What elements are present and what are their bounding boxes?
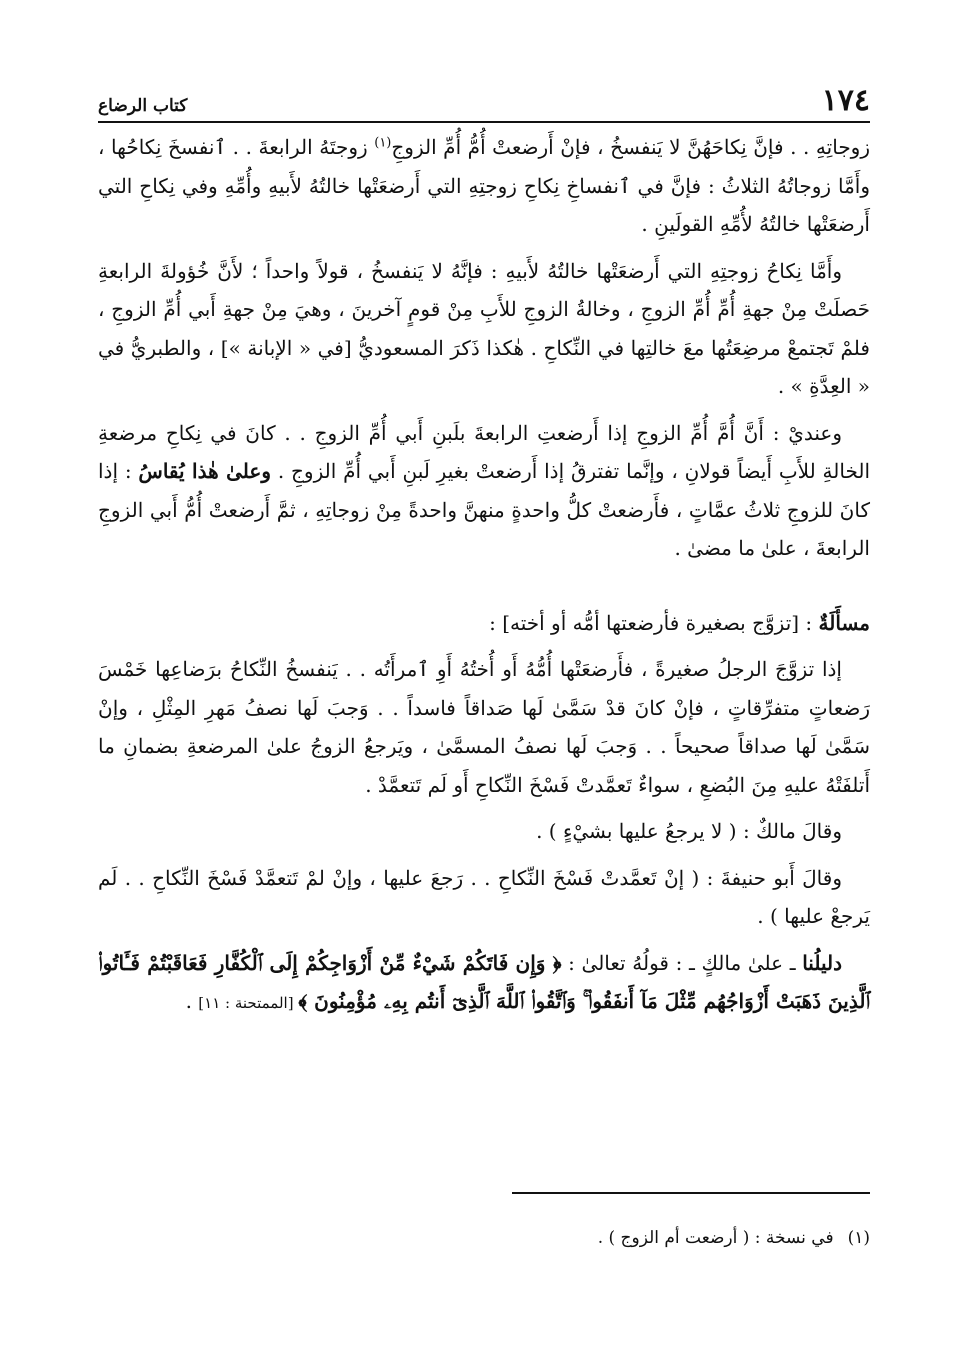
masala-title: : [تزوَّج بصغيرة فأرضعتها أمُّه أو أخته] : xyxy=(489,610,819,635)
running-title: كتاب الرضاع xyxy=(98,96,188,116)
header-rule xyxy=(98,121,870,123)
paragraph-1-part-a: زوجاتِهِ . . فإنَّ نِكاحَهُنَّ لا يَنفسخُ ، فإنْ أَرضعتْ أُمُّ أُمِّ الزوجِ xyxy=(391,135,870,159)
paragraph-3 xyxy=(98,414,870,568)
masala-heading xyxy=(98,604,870,643)
paragraph-1-part-b: زوجتَهُ الرابعةَ . . ٱنفسخَ نِكاحُها ، وأَمَّا زوجاتُهُ الثلاثُ : فإنَّ في ٱنفساخِ نِكاحِ زوجتِهِ التي أَرضعَتْها خالتُهُ لأَبيهِ وأُمِّهِ وفي نِكاحِ التي أَرضعَتْها خالتُهُ لأُمِّهِ القولَينِ . xyxy=(98,135,870,236)
page-number: ١٧٤ xyxy=(821,83,870,118)
paragraph-3-text: وعنديْ : أَنَّ أُمَّ أُمِّ الزوجِ إذا أَرضعتِ الرابعةَ بلَبنِ أَبي أُمِّ الزوجِ . . كانَ في نِكاحِ مرضعةِ الخالةِ للأَبِ أَيضاً قولانِ ، وإنَّما تفترقُ إذا أَرضعتْ بغيرِ لَبنِ أَبي أُمِّ الزوجِ . xyxy=(98,420,870,483)
masala-lead: مسأَلَةٌ xyxy=(818,610,870,635)
paragraph-6: وقالَ مالكٌ : ( لا يرجعُ عليها بشيْءٍ ) . xyxy=(536,819,842,843)
footnote-number: (١) xyxy=(847,1228,870,1248)
paragraph-4-lead: وعلىٰ هٰذا يُقاسُ xyxy=(138,459,271,483)
paragraph-8-end: . xyxy=(185,989,199,1013)
paragraph-8-lead: دليلُنا xyxy=(802,950,842,975)
paragraph-4-text: : إذا كانَ للزوجِ ثلاثُ عمَّاتٍ ، فأَرضعتْ كلُّ واحدةٍ منهنَّ واحدةً مِنْ زوجاتِهِ ، ثمَّ أَرضعتْ أُمُّ أَبي الزوجِ الرابعةَ ، علىٰ ما مضىٰ . xyxy=(98,459,870,560)
paragraph-2: وأَمَّا نِكاحُ زوجتِهِ التي أَرضعَتْها خالتُهُ لأَبيهِ : فإنَّهُ لا يَنفسخُ ، قولاً واحداً ؛ لأَنَّ خُؤولةَ الرابعةِ حَصلَتْ مِنْ جهةِ أُمِّ أُمِّ الزوجِ ، وخالةُ الزوجِ للأَبِ مِنْ قومٍ آخرينَ ، وهيَ مِنْ جهةِ أَبي أُمِّ الزوجِ ، فلمْ تَجتمعْ مرضِعَتُها معَ خالتِها في النِّكاحِ . هٰكذا ذَكرَ المسعوديُّ [في « الإبانة »] ، والطبريُّ في « العِدَّةِ » . xyxy=(98,258,870,398)
footnote xyxy=(98,1225,870,1251)
body-text xyxy=(98,128,870,1031)
verse-reference: [الممتحنة : ١١] xyxy=(198,994,299,1012)
paragraph-1 xyxy=(98,128,870,244)
footnote-rule xyxy=(512,1192,870,1194)
paragraph-8-mid: ـ علىٰ مالكٍ ـ : قولُهُ تعالىٰ : xyxy=(561,950,803,975)
page-header xyxy=(98,78,870,118)
paragraph-8 xyxy=(98,944,870,1023)
footnote-text: في نسخة : ( أرضعت أم الزوج ) . xyxy=(597,1228,834,1248)
paragraph-7: وقالَ أَبو حنيفةَ : ( إنْ تَعمَّدتْ فَسْخَ النِّكاحِ . . رَجعَ عليها ، وإنْ لمْ تَتعمَّدْ فَسْخَ النِّكاحِ . . لَم يَرجعْ عليها ) . xyxy=(98,865,870,928)
footnote-marker: (١) xyxy=(374,135,392,151)
paragraph-5: إذا تزوَّجَ الرجلُ صغيرةً ، فأَرضعَتْها أُمُّهُ أَو أُختُهُ أَوِ ٱمرأَتُه . . يَنفسخُ النِّكاحُ برَضاعِها خَمْسَ رَضعاتٍ متفرِّقاتٍ ، فإنْ كانَ قدْ سَمَّىٰ لَها صَداقاً فاسداً . . وَجبَ لَها نصفُ مَهرِ المِثْلِ ، وإنْ سَمَّىٰ لَها صداقاً صحيحاً . . وَجبَ لَها نصفُ المسمَّىٰ ، ويَرجعُ الزوجُ علىٰ المرضعةِ بضمانِ ما أَتلفَتْهُ عليهِ مِنَ البُضعِ ، سواءٌ تَعمَّدتْ فَسْخَ النِّكاحِ أَو لَم تَتعمَّدْ . xyxy=(98,657,870,797)
quran-verse: ﴿ وَإِن فَاتَكُمْ شَيْءٌ مِّنْ أَزْوَاجِكُمْ إِلَى ٱلْكُفَّارِ فَعَاقَبْتُمْ فَـَٔاتُوا۟ ٱلَّذِينَ ذَهَبَتْ أَزْوَاجُهُم مِّثْلَ مَآ أَنفَقُوا۟ ۚ وَٱتَّقُوا۟ ٱللَّهَ ٱلَّذِىٓ أَنتُم بِهِۦ مُؤْمِنُونَ ﴾ xyxy=(98,950,870,1013)
